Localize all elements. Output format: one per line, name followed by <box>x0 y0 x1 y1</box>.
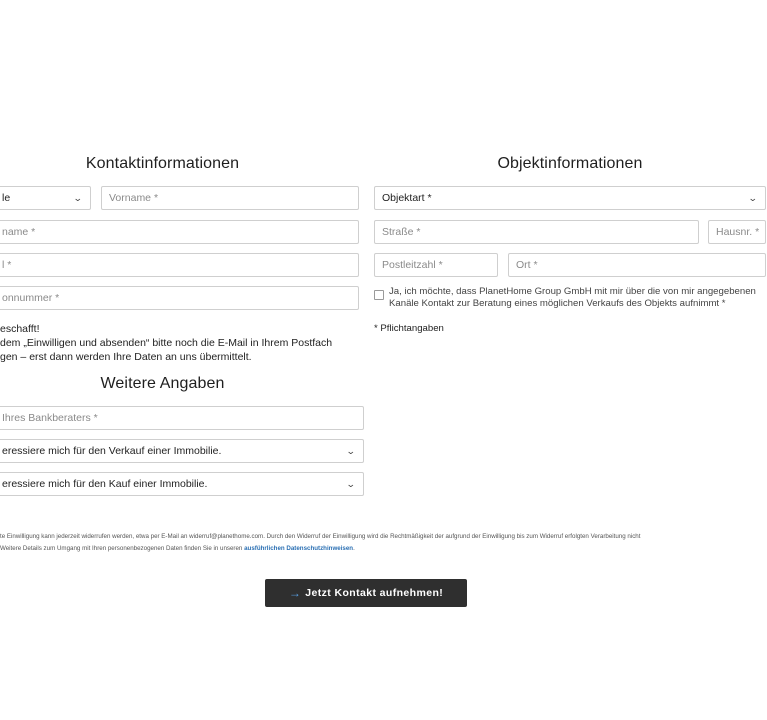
consent-checkbox[interactable] <box>374 290 384 300</box>
street-field[interactable]: Straße * <box>374 220 699 244</box>
email-field[interactable]: l * <box>0 253 359 277</box>
chevron-down-icon: ⌄ <box>346 446 357 456</box>
buy-interest-value: eressiere mich für den Kauf einer Immobilie. <box>2 478 208 490</box>
footnote-line1: te Einwilligung kann jederzeit widerrufen werden, etwa per E-Mail an widerruf@planethome.com. Durch den Widerruf der Einwilligung wird die Rechtmäßigkeit der aufgrund der Einwilligung bis zum Widerruf erfolgten Verarbeitung nicht <box>0 533 641 540</box>
bank-advisor-field[interactable]: Ihres Bankberaters * <box>0 406 364 430</box>
footnote-line2 <box>0 543 355 555</box>
footnote-line2-suffix: . <box>353 545 355 552</box>
phone-field[interactable]: onnummer * <box>0 286 359 310</box>
privacy-link[interactable]: ausführlichen Datenschutzhinweisen <box>244 545 354 552</box>
salutation-value: le <box>2 192 11 204</box>
zip-field[interactable]: Postleitzahl * <box>374 253 498 277</box>
consent-text-line1: Ja, ich möchte, dass PlanetHome Group GmbH mit mir über die von mir angegebenen <box>389 286 756 297</box>
salutation-select[interactable] <box>0 186 91 210</box>
lastname-field[interactable]: name * <box>0 220 359 244</box>
chevron-down-icon: ⌄ <box>346 479 357 489</box>
submit-button[interactable] <box>265 579 467 607</box>
housenumber-field[interactable]: Hausnr. * <box>708 220 766 244</box>
property-type-select[interactable] <box>374 186 766 210</box>
city-field[interactable]: Ort * <box>508 253 766 277</box>
arrow-right-icon: → <box>288 586 302 600</box>
contact-section-title: Kontaktinformationen <box>85 155 240 172</box>
property-section-title: Objektinformationen <box>497 155 643 172</box>
chevron-down-icon: ⌄ <box>73 193 84 203</box>
chevron-down-icon: ⌄ <box>748 193 759 203</box>
required-note: * Pflichtangaben <box>374 323 444 334</box>
property-type-value: Objektart * <box>382 192 432 204</box>
more-section-title: Weitere Angaben <box>100 375 225 392</box>
consent-text-line2: Kanäle Kontakt zur Beratung eines möglichen Verkaufs des Objekts aufnimmt * <box>389 297 726 309</box>
footnote-line2-prefix: Weitere Details zum Umgang mit Ihren personenbezogenen Daten finden Sie in unseren <box>0 545 245 552</box>
success-text-line1: dem „Einwilligen und absenden“ bitte noch die E-Mail in Ihrem Postfach <box>0 337 333 349</box>
sale-interest-select[interactable] <box>0 439 364 463</box>
buy-interest-select[interactable] <box>0 472 364 496</box>
firstname-field[interactable]: Vorname * <box>101 186 359 210</box>
submit-label: Jetzt Kontakt aufnehmen! <box>305 587 444 599</box>
sale-interest-value: eressiere mich für den Verkauf einer Immobilie. <box>2 445 222 457</box>
success-title: eschafft! <box>0 323 40 335</box>
consent-text <box>389 286 756 309</box>
success-text-line2: gen – erst dann werden Ihre Daten an uns übermittelt. <box>0 351 252 363</box>
